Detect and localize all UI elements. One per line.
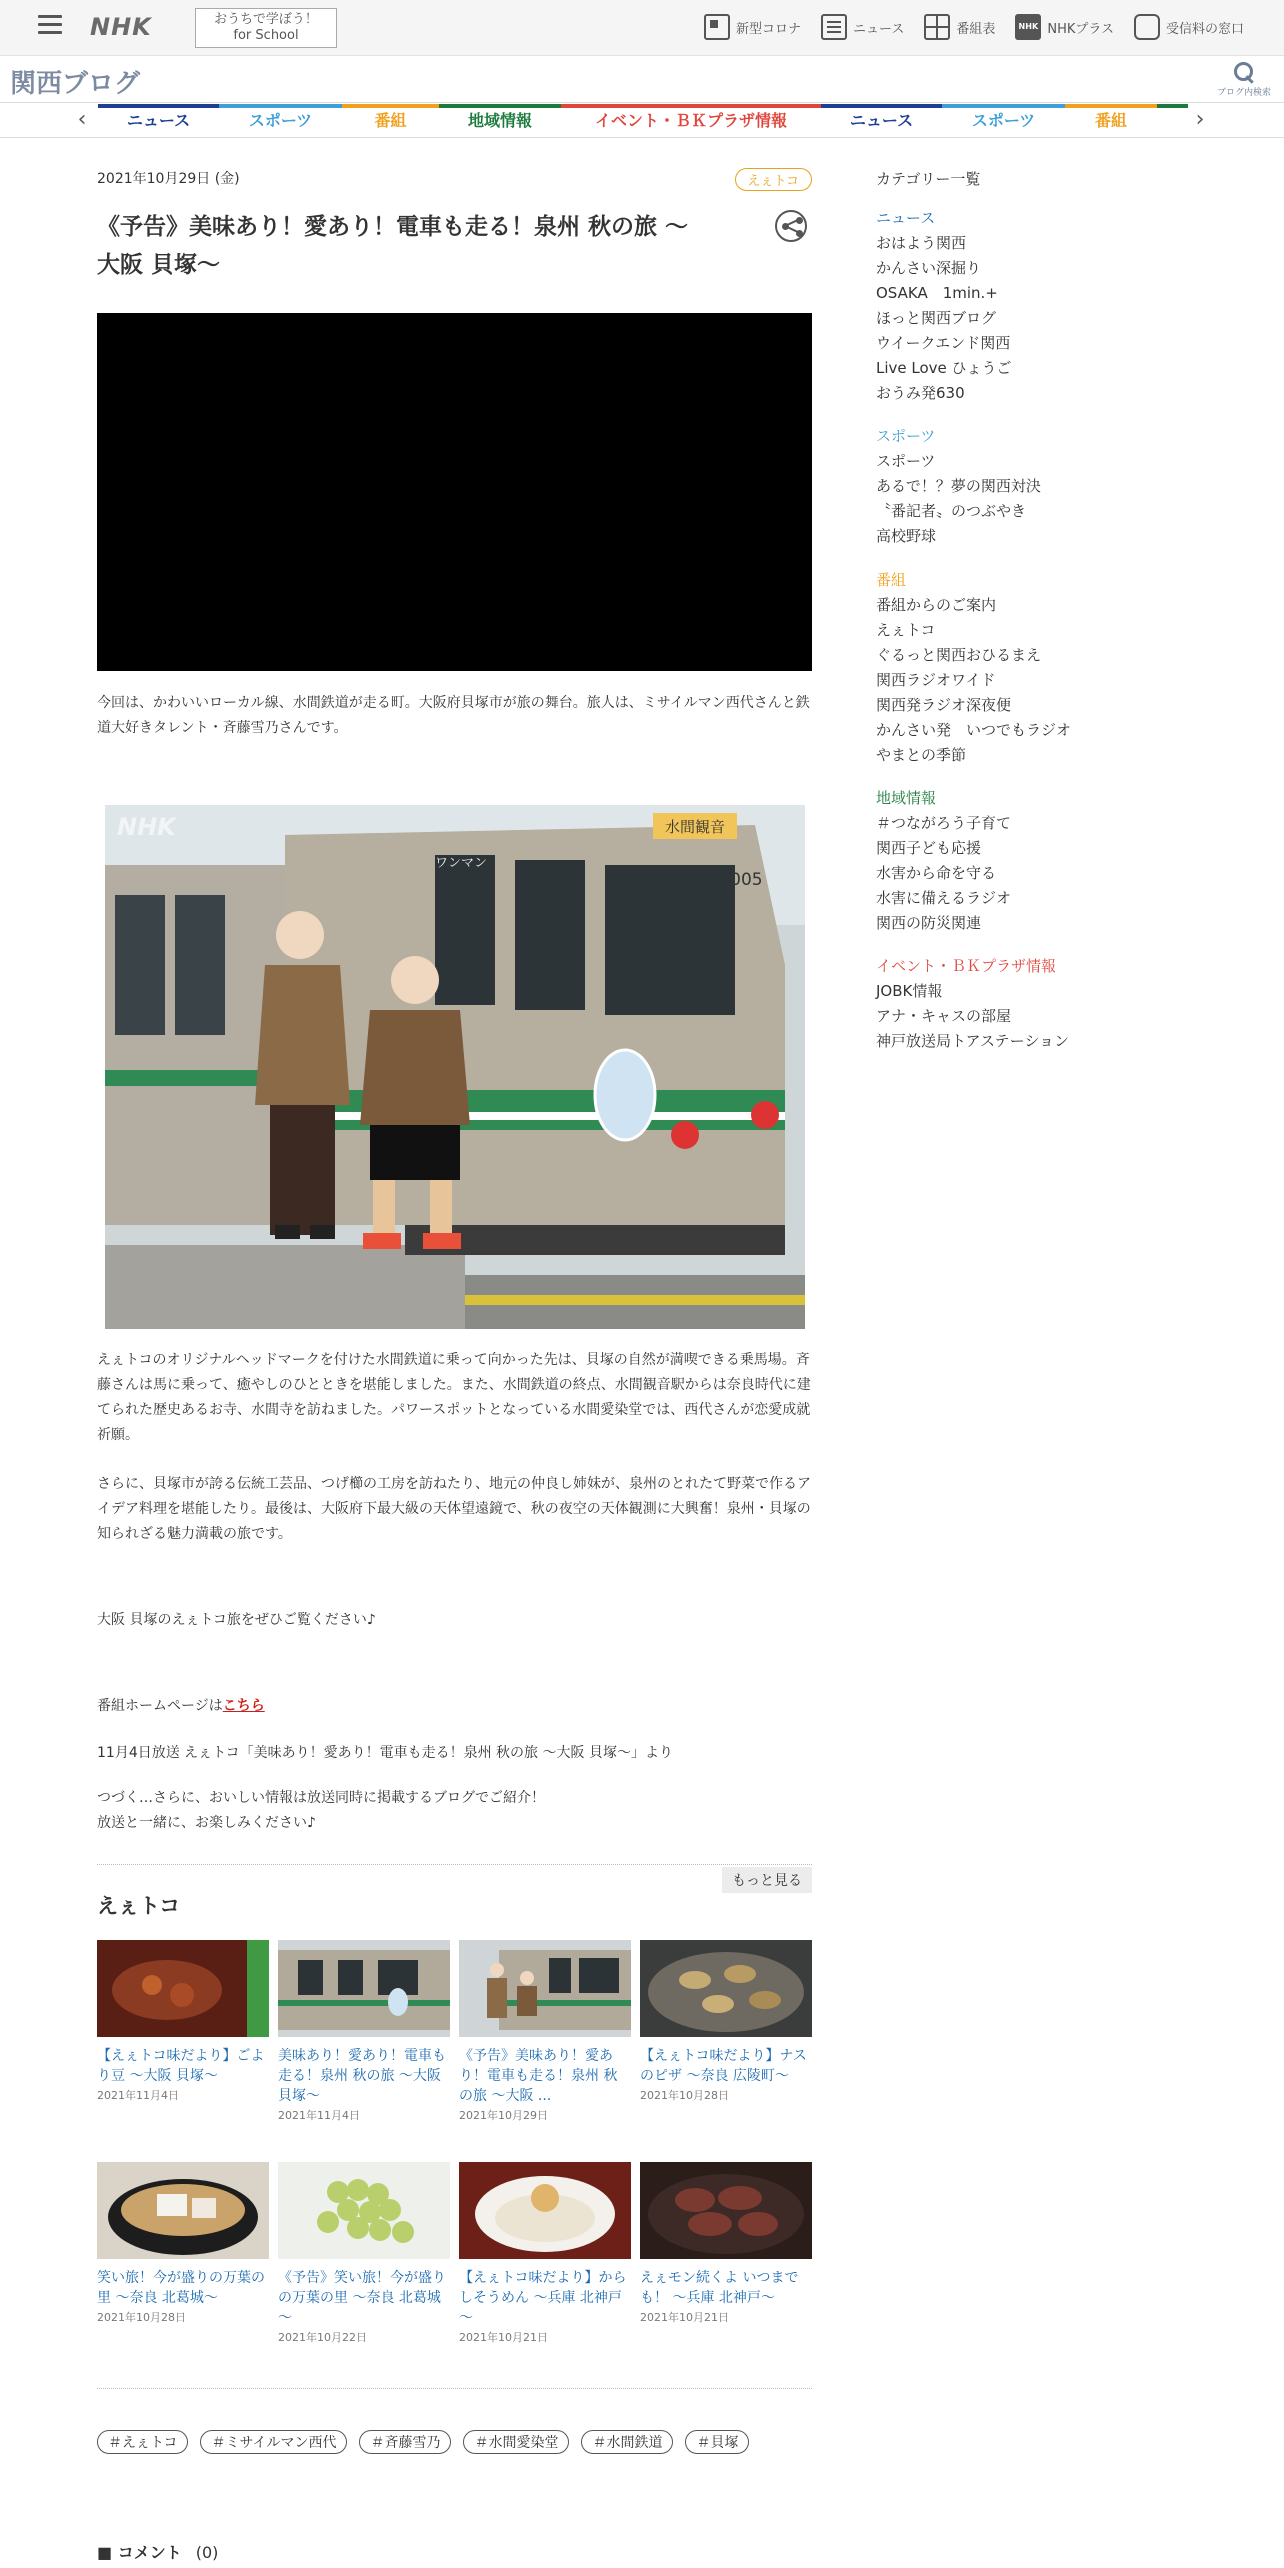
train-destination-sign: 水間観音 bbox=[664, 818, 726, 836]
sidebar-link[interactable]: おうみ発630 bbox=[876, 384, 965, 402]
blog-title[interactable]: 関西ブログ bbox=[10, 69, 141, 99]
tag-list bbox=[97, 2430, 812, 2454]
related-post[interactable] bbox=[97, 1940, 269, 2103]
thumb-image bbox=[278, 2162, 450, 2259]
top-link-label: 受信料の窓口 bbox=[1165, 21, 1244, 37]
train-oneman-text: ワンマン bbox=[434, 856, 488, 871]
nav-item-sports[interactable]: スポーツ bbox=[219, 104, 342, 138]
top-link-label: 番組表 bbox=[956, 21, 996, 37]
for-school-line2: for School bbox=[233, 28, 299, 43]
top-link-program-guide[interactable] bbox=[924, 14, 995, 40]
share-icon[interactable] bbox=[775, 210, 807, 242]
homepage-prefix: 番組ホームページは bbox=[97, 1698, 223, 1714]
sidebar-category[interactable]: ニュース bbox=[876, 209, 936, 227]
intro-text: 今回は、かわいいローカル線、水間鉄道が走る町。大阪府貝塚市が旅の舞台。旅人は、ミサイルマン西代さんと鉄道大好きタレント・斉藤雪乃さんです。 bbox=[97, 695, 810, 736]
related-post-title: 笑い旅！今が盛りの万葉の里 ～奈良 北葛城～ bbox=[97, 2270, 265, 2306]
search-icon bbox=[1233, 61, 1255, 83]
sidebar-title: カテゴリー一覧 bbox=[876, 170, 981, 188]
comments-count: (0) bbox=[195, 2543, 219, 2562]
sidebar-category[interactable]: スポーツ bbox=[876, 427, 936, 445]
sidebar-category[interactable]: 番組 bbox=[876, 571, 907, 589]
category-nav bbox=[0, 104, 1284, 138]
sidebar-link[interactable]: かんさい深掘り bbox=[876, 259, 982, 277]
thumb-image bbox=[459, 2162, 631, 2259]
article-photo bbox=[105, 805, 805, 1329]
nav-item-news-2[interactable]: ニュース bbox=[821, 104, 942, 138]
sidebar-link[interactable]: おはよう関西 bbox=[876, 234, 967, 252]
tag[interactable]: ＃えぇトコ bbox=[97, 2430, 188, 2454]
thumb-image bbox=[97, 1940, 269, 2037]
sidebar-group-events bbox=[876, 954, 1176, 1054]
sidebar-link[interactable]: ＃つながろう子育て bbox=[876, 814, 1012, 832]
tag[interactable]: ＃貝塚 bbox=[685, 2430, 749, 2454]
covid-icon bbox=[704, 14, 730, 40]
closing-text bbox=[97, 1786, 812, 1836]
sidebar-link[interactable]: Live Love ひょうご bbox=[876, 359, 1012, 377]
sidebar-link[interactable]: あるで！？夢の関西対決 bbox=[876, 477, 1041, 495]
related-post-title: 【えぇトコ味だより】からしそうめん ～兵庫 北神戸～ bbox=[459, 2270, 627, 2326]
nhk-logo[interactable]: NHK bbox=[90, 13, 152, 41]
related-post-title: 【えぇトコ味だより】ナスのピザ ～奈良 広陵町～ bbox=[640, 2048, 807, 2084]
for-school-line1: おうちで学ぼう！ bbox=[214, 12, 318, 27]
more-button[interactable]: もっと見る bbox=[722, 1867, 812, 1893]
closing-line2: 放送と一緒に、お楽しみください♪ bbox=[97, 1815, 316, 1831]
top-link-nhk-plus[interactable] bbox=[1015, 14, 1114, 40]
sidebar-group-local bbox=[876, 786, 1176, 936]
nav-items bbox=[98, 104, 1188, 138]
sidebar-category[interactable]: イベント・ＢＫプラザ情報 bbox=[876, 957, 1057, 975]
tag[interactable]: ＃ミサイルマン西代 bbox=[200, 2430, 347, 2454]
closing-line1: つづく…さらに、おいしい情報は放送同時に掲載するブログでご紹介！ bbox=[97, 1790, 545, 1806]
tag[interactable]: ＃水間愛染堂 bbox=[463, 2430, 569, 2454]
related-post-date: 2021年11月4日 bbox=[278, 2109, 360, 2122]
related-post-date: 2021年10月28日 bbox=[97, 2311, 186, 2324]
nav-next-arrow-icon[interactable]: › bbox=[1195, 107, 1205, 132]
sidebar-link[interactable]: やまとの季節 bbox=[876, 746, 967, 764]
sidebar-link[interactable]: 神戸放送局トアステーション bbox=[876, 1032, 1070, 1050]
related-post[interactable] bbox=[459, 2162, 631, 2345]
related-post[interactable] bbox=[97, 2162, 269, 2325]
menu-icon[interactable] bbox=[38, 15, 62, 39]
post-meta bbox=[97, 168, 812, 192]
photo-watermark: NHK bbox=[117, 813, 176, 841]
related-post-title: 《予告》美味あり！愛あり！電車も走る！泉州 秋の旅 ～大阪 ... bbox=[459, 2048, 618, 2104]
sidebar-link[interactable]: 水害に備えるラジオ bbox=[876, 889, 1012, 907]
related-post-date: 2021年10月29日 bbox=[459, 2109, 548, 2122]
sidebar-link[interactable]: アナ・キャスの部屋 bbox=[876, 1007, 1012, 1025]
sidebar-category[interactable]: 地域情報 bbox=[876, 789, 937, 807]
video-player[interactable] bbox=[97, 313, 812, 671]
nav-item-programs[interactable]: 番組 bbox=[342, 104, 439, 138]
broadcast-info: 11月4日放送 えぇトコ「美味あり！愛あり！電車も走る！泉州 秋の旅 ～大阪 貝塚～」より bbox=[97, 1745, 673, 1761]
top-links bbox=[704, 14, 1244, 40]
sidebar-link[interactable]: 〝番記者〟のつぶやき bbox=[876, 502, 1027, 520]
homepage-line bbox=[97, 1694, 812, 1719]
nav-item-news[interactable]: ニュース bbox=[98, 104, 219, 138]
body-paragraph-2: さらに、貝塚市が誇る伝統工芸品、つげ櫛の工房を訪ねたり、地元の仲良し姉妹が、泉州のとれたて野菜で作るアイデア料理を堪能したり。最後は、大阪府下最大級の天体望遠鏡で、秋の夜空の天体観測に大興奮！泉州・貝塚の知られざる魅力満載の旅です。 bbox=[97, 1476, 811, 1542]
sidebar-link[interactable]: ウイークエンド関西 bbox=[876, 334, 1011, 352]
post-title-line2: 大阪 貝塚～ bbox=[97, 252, 221, 278]
thumb-image bbox=[278, 1940, 450, 2037]
thumb-image bbox=[640, 1940, 812, 2037]
sidebar-link[interactable]: 関西子ども応援 bbox=[876, 839, 982, 857]
related-post-date: 2021年10月22日 bbox=[278, 2331, 367, 2344]
related-post[interactable] bbox=[278, 1940, 450, 2123]
related-section-title: えぇトコ bbox=[97, 1894, 181, 1918]
fee-window-icon bbox=[1134, 14, 1160, 40]
nav-item-local-2[interactable] bbox=[1157, 104, 1188, 138]
related-post[interactable] bbox=[640, 2162, 812, 2325]
top-bar bbox=[0, 0, 1284, 56]
sidebar-link[interactable]: ぐるっと関西おひるまえ bbox=[876, 646, 1042, 664]
sidebar-link[interactable]: OSAKA 1min.+ bbox=[876, 284, 998, 302]
nav-prev-arrow-icon[interactable]: ‹ bbox=[77, 107, 87, 132]
top-link-label: 新型コロナ bbox=[735, 21, 801, 37]
sidebar-group-news bbox=[876, 206, 1176, 406]
related-header-row bbox=[97, 1864, 812, 1894]
nav-item-local[interactable]: 地域情報 bbox=[439, 104, 561, 138]
tags-divider bbox=[97, 2388, 812, 2389]
body-paragraph-3: 大阪 貝塚のえぇトコ旅をぜひご覧ください♪ bbox=[97, 1612, 376, 1628]
category-badge[interactable]: えぇトコ bbox=[735, 168, 812, 191]
nav-item-events[interactable]: イベント・ＢＫプラザ情報 bbox=[561, 104, 821, 138]
sidebar-link[interactable]: JOBK情報 bbox=[876, 982, 943, 1000]
blog-search-button[interactable] bbox=[1214, 61, 1274, 98]
sidebar-link[interactable]: ほっと関西ブログ bbox=[876, 309, 997, 327]
sidebar-link[interactable]: 関西ラジオワイド bbox=[876, 671, 996, 689]
blog-header bbox=[0, 57, 1284, 103]
news-icon bbox=[821, 14, 847, 40]
tag[interactable]: ＃斉藤雪乃 bbox=[359, 2430, 451, 2454]
program-guide-icon bbox=[924, 14, 950, 40]
sidebar-link[interactable]: かんさい発 いつでもラジオ bbox=[876, 721, 1072, 739]
related-post[interactable] bbox=[278, 2162, 450, 2345]
related-post-date: 2021年11月4日 bbox=[97, 2089, 179, 2102]
related-post-title: えぇモン続くよ いつまでも！ ～兵庫 北神戸～ bbox=[640, 2270, 799, 2306]
sidebar-group-programs bbox=[876, 568, 1176, 768]
sidebar-link[interactable]: 関西の防災関連 bbox=[876, 914, 982, 932]
related-post[interactable] bbox=[640, 1940, 812, 2103]
nav-item-programs-2[interactable]: 番組 bbox=[1065, 104, 1157, 138]
top-link-news[interactable] bbox=[821, 14, 904, 40]
body-paragraph-1: えぇトコのオリジナルヘッドマークを付けた水間鉄道に乗って向かった先は、貝塚の自然が満喫できる乗馬場。斉藤さんは馬に乗って、癒やしのひとときを堪能しました。また、水間鉄道の終点、水間観音駅からは奈良時代に建てられた歴史あるお寺、水間寺を訪ねました。パワースポットとなっている水間愛染堂では、西代さんが恋愛成就祈願。 bbox=[97, 1352, 811, 1443]
train-photo-illustration bbox=[105, 805, 805, 1329]
post-title-line1: 《予告》美味あり！愛あり！電車も走る！泉州 秋の旅 ～ bbox=[97, 214, 689, 240]
sidebar-link[interactable]: 番組からのご案内 bbox=[876, 596, 997, 614]
thumb-image bbox=[640, 2162, 812, 2259]
tag[interactable]: ＃水間鉄道 bbox=[581, 2430, 673, 2454]
top-link-label: NHKプラス bbox=[1047, 21, 1114, 37]
thumb-image bbox=[459, 1940, 631, 2037]
sidebar-link[interactable]: 水害から命を守る bbox=[876, 864, 997, 882]
top-link-fee-window[interactable] bbox=[1134, 14, 1244, 40]
related-post-title: 【えぇトコ味だより】ごより豆 ～大阪 貝塚～ bbox=[97, 2048, 265, 2084]
sidebar-link[interactable]: スポーツ bbox=[876, 452, 936, 470]
top-link-label: ニュース bbox=[852, 21, 905, 37]
sidebar-link[interactable]: 関西発ラジオ深夜便 bbox=[876, 696, 1012, 714]
top-link-covid[interactable] bbox=[704, 14, 801, 40]
thumb-image bbox=[97, 2162, 269, 2259]
blog-search-label: ブログ内検索 bbox=[1216, 88, 1271, 98]
related-post-title: 《予告》笑い旅！今が盛りの万葉の里 ～奈良 北葛城～ bbox=[278, 2270, 446, 2326]
related-post-title: 美味あり！愛あり！電車も走る！泉州 秋の旅 ～大阪 貝塚～ bbox=[278, 2048, 446, 2104]
related-post-date: 2021年10月28日 bbox=[640, 2089, 729, 2102]
related-post-date: 2021年10月21日 bbox=[640, 2311, 729, 2324]
related-post-date: 2021年10月21日 bbox=[459, 2331, 548, 2344]
sidebar-link[interactable]: 高校野球 bbox=[876, 527, 937, 545]
nav-item-sports-2[interactable]: スポーツ bbox=[942, 104, 1065, 138]
sidebar-group-sports bbox=[876, 424, 1176, 549]
post-date: 2021年10月29日 (金) bbox=[97, 171, 240, 187]
comments-heading bbox=[97, 2540, 218, 2563]
sidebar-link[interactable]: えぇトコ bbox=[876, 621, 936, 639]
post-title bbox=[97, 208, 737, 284]
train-number-text: 1005 bbox=[719, 870, 763, 890]
homepage-link[interactable]: こちら bbox=[222, 1698, 265, 1714]
comments-label: ■ コメント bbox=[97, 2543, 182, 2562]
nhk-plus-icon: NHK bbox=[1015, 14, 1041, 40]
for-school-banner[interactable] bbox=[195, 8, 337, 48]
related-post[interactable] bbox=[459, 1940, 631, 2123]
